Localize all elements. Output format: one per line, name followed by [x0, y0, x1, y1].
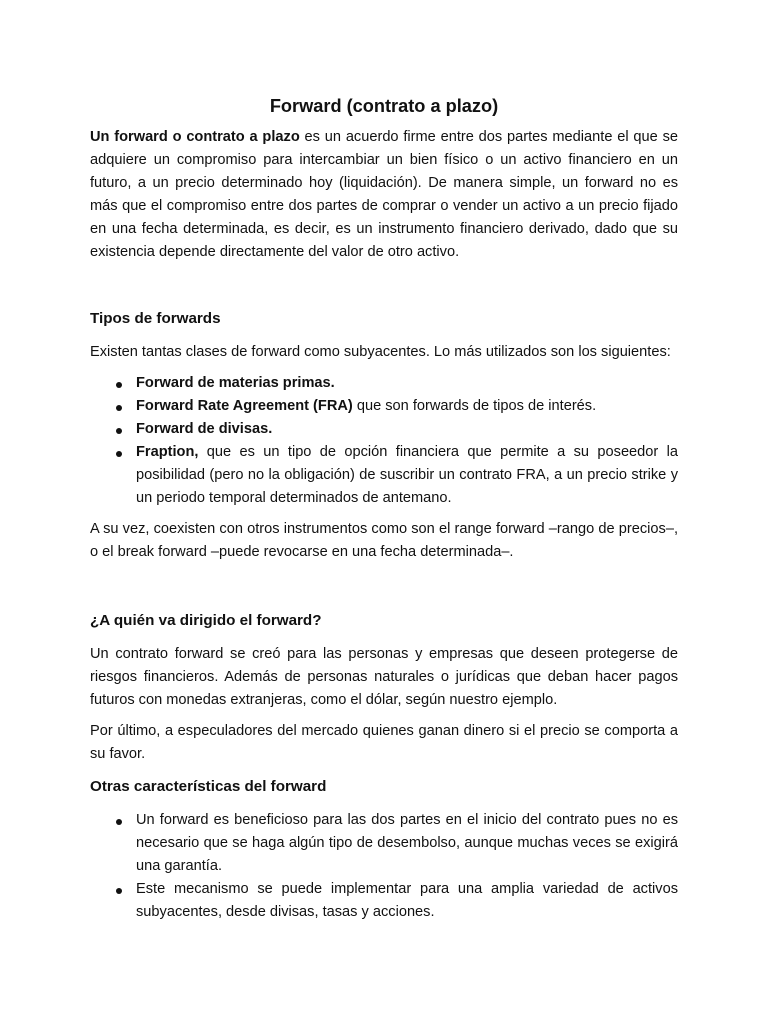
intro-bold: Un forward o contrato a plazo [90, 129, 300, 145]
list-item [90, 372, 678, 395]
audience-paragraph-1: Un contrato forward se creó para las personas y empresas que deseen protegerse de riesgos financieros. Además de personas naturales o jurídicas que deban hacer pagos futuros con monedas extranjeras, como el dólar, según nuestro ejemplo. [90, 646, 678, 708]
list-item-bold: Forward Rate Agreement (FRA) [136, 398, 353, 414]
list-item [90, 441, 678, 510]
types-heading: Tipos de forwards [90, 310, 221, 327]
list-item-bold: Forward de divisas. [136, 421, 273, 437]
audience-paragraph-2: Por último, a especuladores del mercado quienes ganan dinero si el precio se comporta a su favor. [90, 723, 678, 762]
list-item-bold: Forward de materias primas. [136, 375, 335, 391]
types-closing: A su vez, coexisten con otros instrumentos como son el range forward –rango de precios–, o el break forward –puede revocarse en una fecha determinada–. [90, 521, 678, 560]
bullet-icon [116, 819, 122, 825]
list-item-text: que son forwards de tipos de interés. [352, 398, 597, 414]
bullet-icon [116, 428, 122, 434]
features-heading: Otras características del forward [90, 778, 327, 795]
list-item-text: Este mecanismo se puede implementar para una amplia variedad de activos subyacentes, desde divisas, tasas y acciones. [136, 881, 678, 920]
intro-text: es un acuerdo firme entre dos partes mediante el que se adquiere un compromiso para intercambiar un bien físico o un activo financiero en un futuro, a un precio determinado hoy (liquidación). De manera simple, un forward no es más que el compromiso entre dos partes de comprar o vender un activo a un precio fijado en una fecha determinada, es decir, es un instrumento financiero derivado, dado que su existencia depende directamente del valor de otro activo. [90, 129, 678, 260]
list-item [90, 395, 678, 418]
intro-paragraph [90, 126, 678, 264]
list-item-bold: Fraption, [136, 444, 199, 460]
page-title: Forward (contrato a plazo) [269, 96, 499, 116]
bullet-icon [116, 888, 122, 894]
bullet-icon [116, 405, 122, 411]
types-list [90, 372, 678, 510]
list-item-text: Un forward es beneficioso para las dos partes en el inicio del contrato pues no es necesario que se haga algún tipo de desembolso, aunque muchas veces se exigirá una garantía. [136, 812, 678, 874]
list-item [90, 878, 678, 924]
bullet-icon [116, 382, 122, 388]
features-list [90, 809, 678, 924]
list-item-text: que es un tipo de opción financiera que permite a su poseedor la posibilidad (pero no la obligación) de suscribir un contrato FRA, a un precio strike y un periodo temporal determinados de antemano. [136, 444, 678, 506]
audience-heading: ¿A quién va dirigido el forward? [90, 612, 322, 629]
list-item [90, 418, 678, 441]
document-body [90, 94, 678, 924]
bullet-icon [116, 451, 122, 457]
list-item [90, 809, 678, 878]
types-lead: Existen tantas clases de forward como subyacentes. Lo más utilizados son los siguientes: [90, 344, 671, 360]
